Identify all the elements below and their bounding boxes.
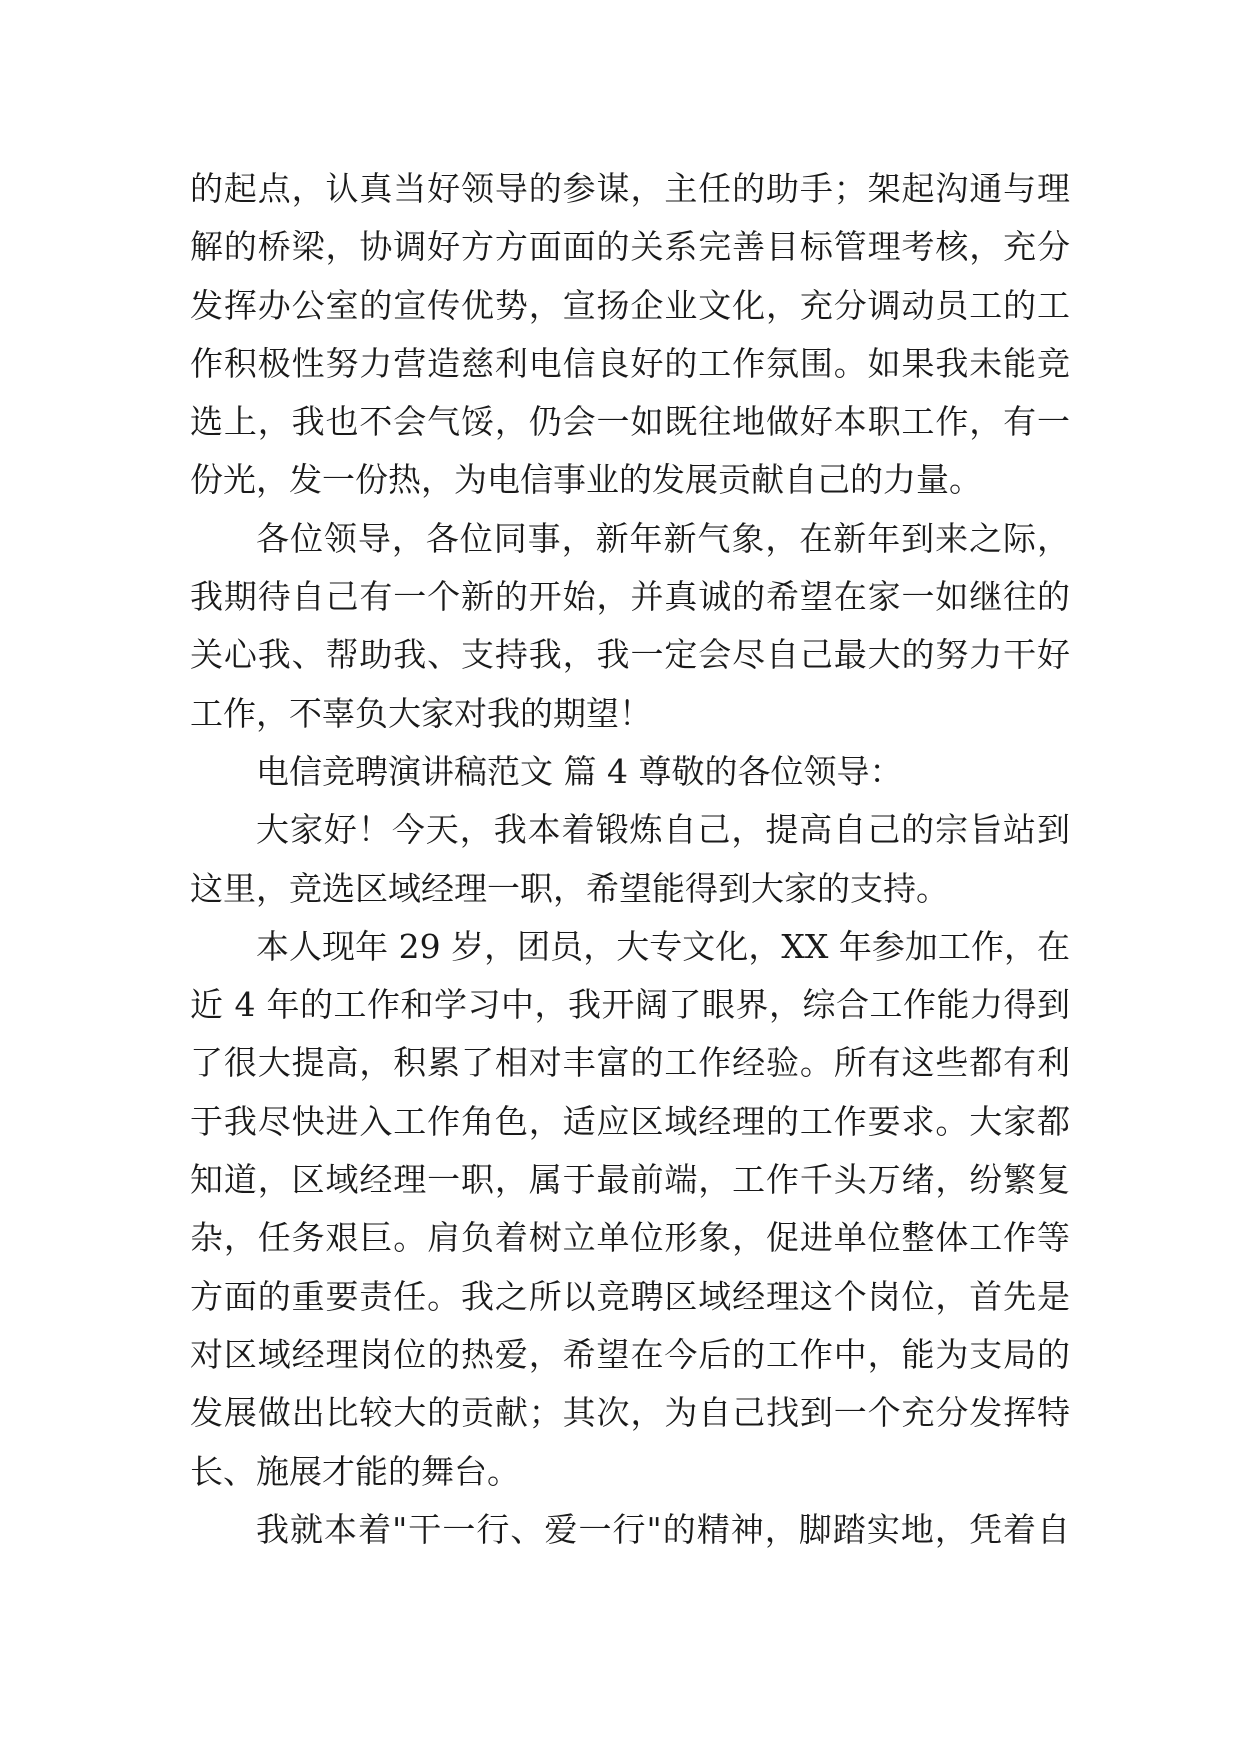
document-text-line: 电信竞聘演讲稿范文 篇 4 尊敬的各位领导： — [256, 751, 903, 791]
document-text-line: 大家好！今天，我本着锻炼自己，提高自己的宗旨站到 — [256, 810, 1070, 850]
document-text-line: 份光，发一份热，为电信事业的发展贡献自己的力量。 — [190, 460, 982, 500]
document-text-line: 于我尽快进入工作角色，适应区域经理的工作要求。大家都 — [190, 1101, 1070, 1141]
document-text-line: 我就本着"干一行、爱一行"的精神，脚踏实地，凭着自 — [256, 1509, 1070, 1549]
document-text-line: 选上，我也不会气馁，仍会一如既往地做好本职工作，有一 — [190, 402, 1070, 442]
document-text-line: 作积极性努力营造慈利电信良好的工作氛围。如果我未能竞 — [190, 343, 1070, 383]
document-text-line: 发展做出比较大的贡献；其次，为自己找到一个充分发挥特 — [190, 1393, 1070, 1433]
document-text-line: 解的桥梁，协调好方方面面的关系完善目标管理考核，充分 — [190, 227, 1070, 267]
document-body — [190, 160, 1070, 1559]
document-text-line: 发挥办公室的宣传优势，宣扬企业文化，充分调动员工的工 — [190, 285, 1070, 325]
document-text-line: 工作，不辜负大家对我的期望！ — [190, 693, 652, 733]
document-text-line: 关心我、帮助我、支持我，我一定会尽自己最大的努力干好 — [190, 635, 1070, 675]
document-text-line: 的起点，认真当好领导的参谋，主任的助手；架起沟通与理 — [190, 169, 1070, 208]
document-text-line: 各位领导，各位同事，新年新气象，在新年到来之际， — [256, 518, 1070, 558]
document-text-line: 知道，区域经理一职，属于最前端，工作千头万绪，纷繁复 — [190, 1160, 1070, 1200]
document-text-line: 杂，任务艰巨。肩负着树立单位形象，促进单位整体工作等 — [190, 1218, 1070, 1258]
document-text-line: 方面的重要责任。我之所以竞聘区域经理这个岗位，首先是 — [190, 1276, 1070, 1316]
document-text-line: 了很大提高，积累了相对丰富的工作经验。所有这些都有利 — [190, 1043, 1070, 1083]
document-text-line: 这里，竞选区域经理一职，希望能得到大家的支持。 — [190, 868, 949, 908]
document-text-line: 本人现年 29 岁，团员，大专文化，XX 年参加工作，在 — [256, 926, 1070, 966]
document-text-line: 近 4 年的工作和学习中，我开阔了眼界，综合工作能力得到 — [190, 985, 1070, 1025]
document-text-line: 对区域经理岗位的热爱，希望在今后的工作中，能为支局的 — [190, 1334, 1070, 1374]
document-text-line: 我期待自己有一个新的开始，并真诚的希望在家一如继往的 — [190, 577, 1070, 617]
document-text-line: 长、施展才能的舞台。 — [190, 1451, 520, 1491]
